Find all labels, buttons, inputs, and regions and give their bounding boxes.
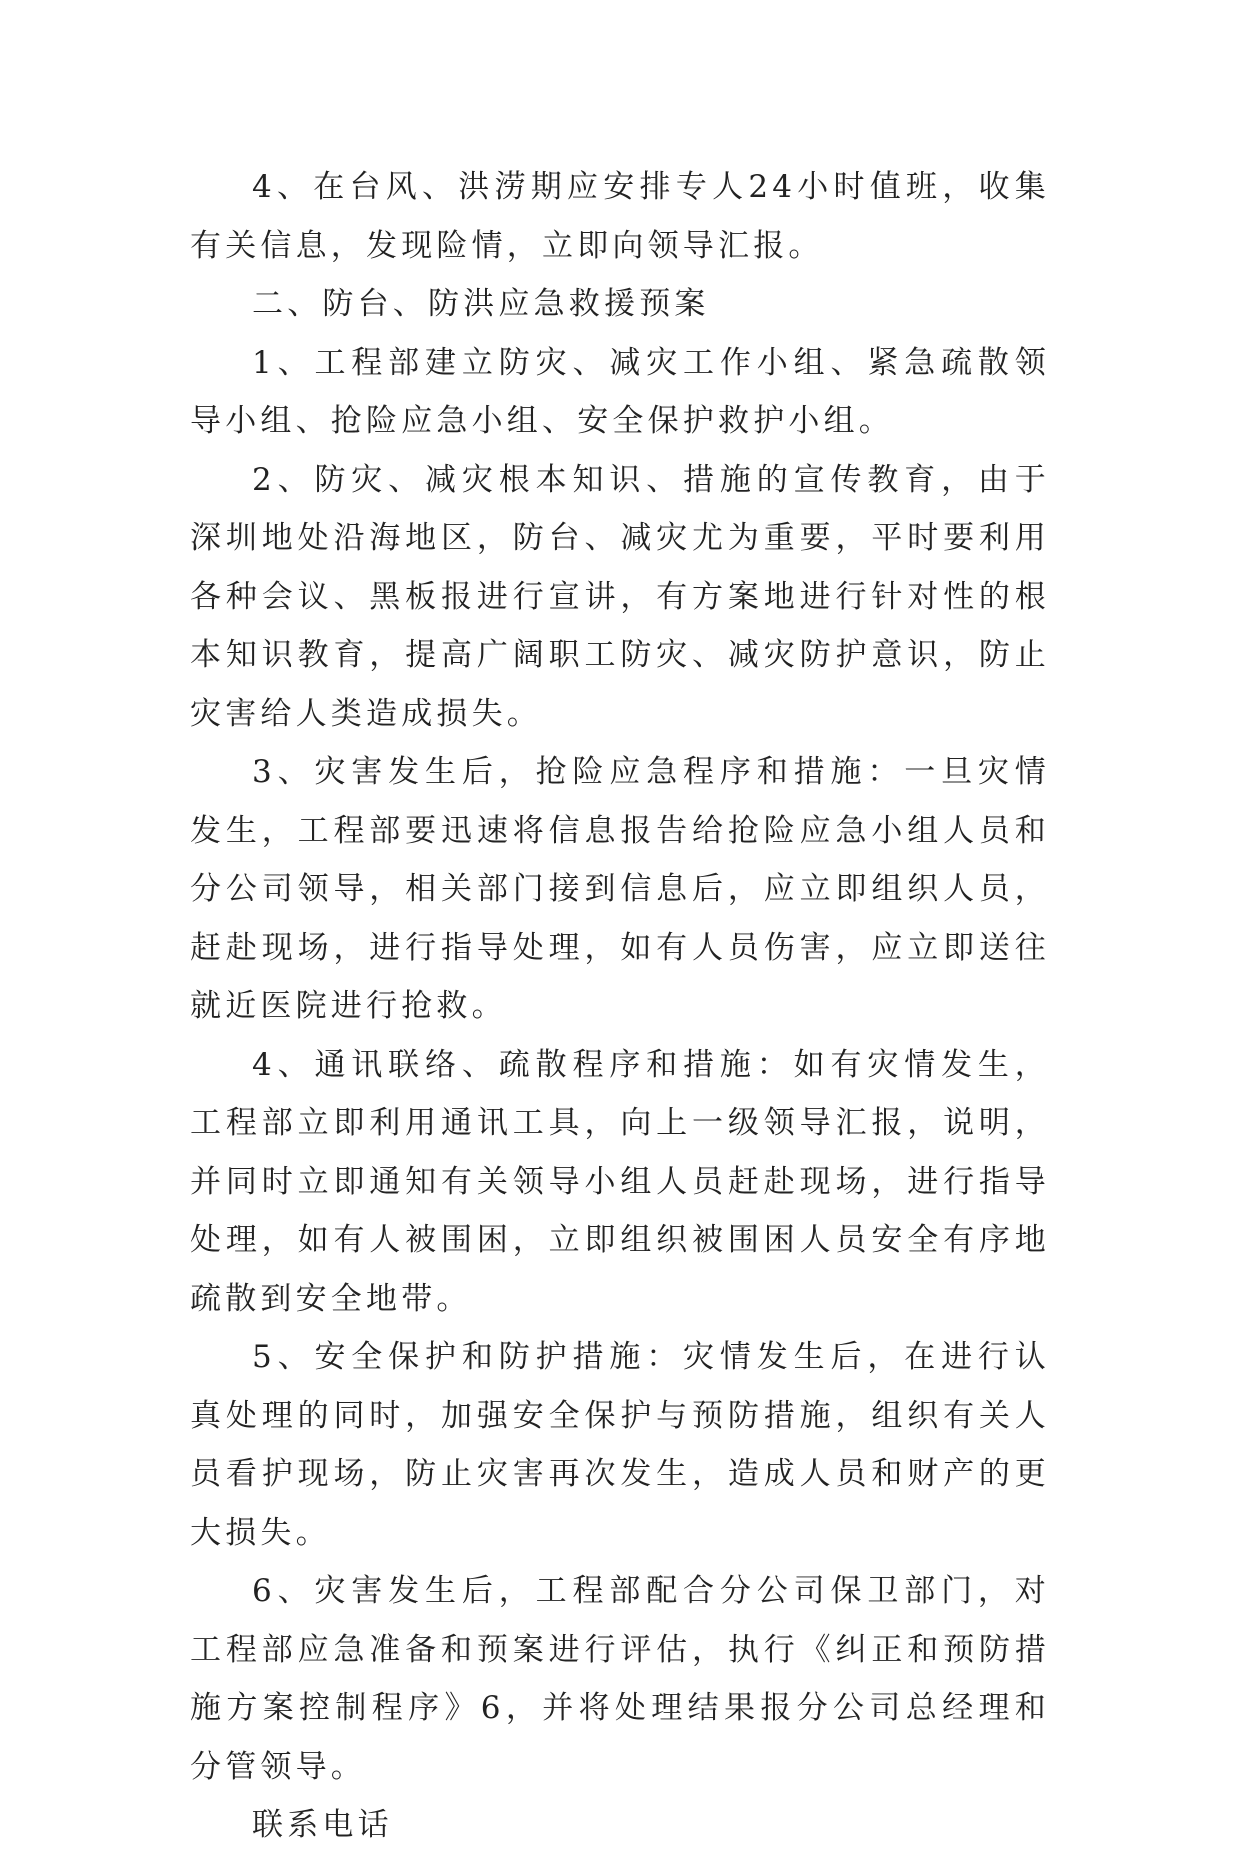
paragraph-evaluation: 6、灾害发生后，工程部配合分公司保卫部门，对工程部应急准备和预案进行评估，执行《纠正和预防措施方案控制程序》6，并将处理结果报分公司总经理和分管领导。 (190, 1573, 1050, 1785)
paragraph-evacuation-procedure: 4、通讯联络、疏散程序和措施：如有灾情发生，工程部立即利用通讯工具，向上一级领导汇报，说明，并同时立即通知有关领导小组人员赶赴现场，进行指导处理，如有人被围困，立即组织被围困人员安全有序地疏散到安全地带。 (190, 1046, 1050, 1317)
paragraph-education: 2、防灾、减灾根本知识、措施的宣传教育，由于深圳地处沿海地区，防台、减灾尤为重要，平时要利用各种会议、黑板报进行宣讲，有方案地进行针对性的根本知识教育，提高广阔职工防灾、减灾防护意识，防止灾害给人类造成损失。 (190, 461, 1050, 732)
paragraph-contact-phone: 联系电话 (252, 1807, 393, 1843)
section-heading-emergency-plan: 二、防台、防洪应急救援预案 (252, 286, 710, 322)
paragraph-rescue-procedure: 3、灾害发生后，抢险应急程序和措施：一旦灾情发生，工程部要迅速将信息报告给抢险应急小组人员和分公司领导，相关部门接到信息后，应立即组织人员，赶赴现场，进行指导处理，如有人员伤害，应立即送往就近医院进行抢救。 (190, 754, 1050, 1024)
paragraph-duty-shift: 4、在台风、洪涝期应安排专人24小时值班，收集有关信息，发现险情，立即向领导汇报。 (190, 169, 1050, 264)
paragraph-work-groups: 1、工程部建立防灾、减灾工作小组、紧急疏散领导小组、抢险应急小组、安全保护救护小组。 (190, 344, 1050, 439)
paragraph-safety-measures: 5、安全保护和防护措施：灾情发生后，在进行认真处理的同时，加强安全保护与预防措施，组织有关人员看护现场，防止灾害再次发生，造成人员和财产的更大损失。 (190, 1339, 1050, 1551)
document-body (190, 158, 1050, 1855)
